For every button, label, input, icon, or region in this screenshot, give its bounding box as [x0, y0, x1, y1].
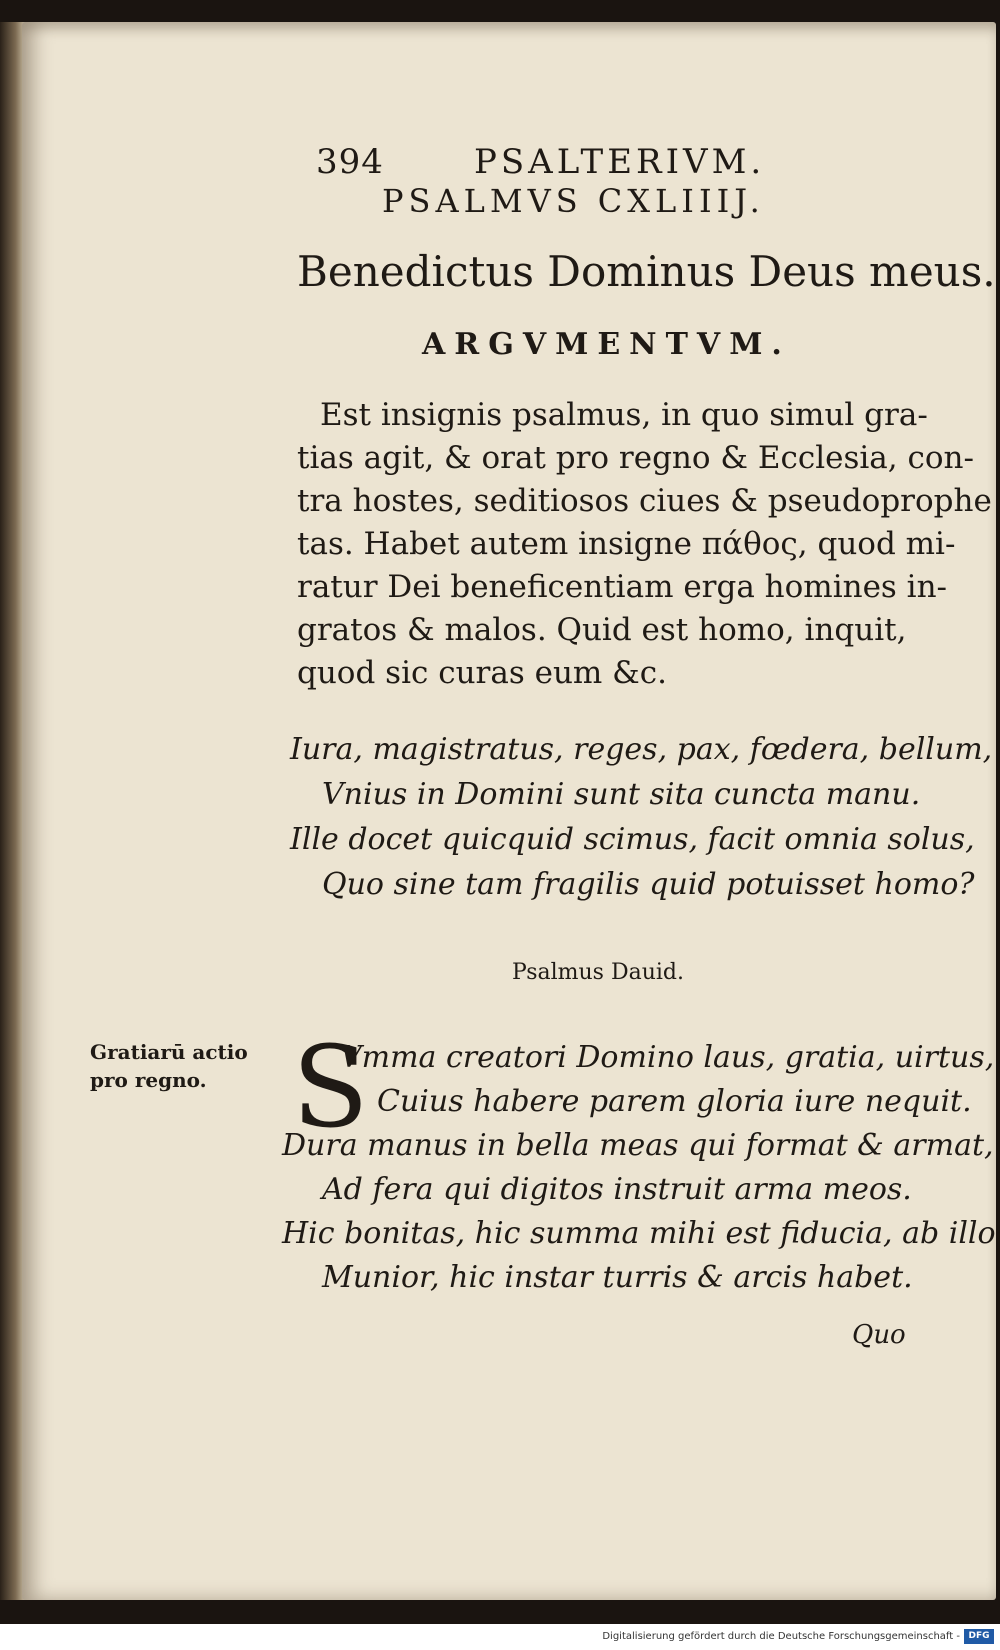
argumentum-line: Est insignis psalmus, in quo simul gra- — [320, 397, 928, 433]
psalm-number: PSALMVS CXLIIIJ. — [382, 182, 765, 220]
poem-line: Munior, hic instar turris & arcis habet. — [322, 1260, 913, 1295]
book-page — [22, 22, 996, 1600]
psalm-incipit: Benedictus Dominus Deus meus. — [297, 247, 996, 296]
dfg-logo: DFG — [964, 1629, 994, 1644]
poem-line: Vmma creatori Domino laus, gratia, uirtus, — [340, 1040, 995, 1075]
digitization-footer — [0, 1624, 1000, 1650]
argumentum-line: gratos & malos. Quid est homo, inquit, — [297, 612, 907, 648]
page-number: 394 — [316, 142, 384, 182]
poem-line: Dura manus in bella meas qui format & armat, — [282, 1128, 994, 1163]
argumentum-line: quod sic curas eum &c. — [297, 655, 667, 691]
funding-credit: Digitalisierung gefördert durch die Deutsche Forschungsgemeinschaft - — [602, 1631, 960, 1642]
poem-line: Ad fera qui digitos instruit arma meos. — [322, 1172, 912, 1207]
argumentum-line: tias agit, & orat pro regno & Ecclesia, con- — [297, 440, 974, 476]
marginal-note: Gratiarū actio — [90, 1040, 248, 1064]
argumentum-line: tas. Habet autem insigne πάθος, quod mi- — [297, 526, 956, 562]
argumentum-line: tra hostes, seditiosos ciues & pseudoprophe — [297, 483, 992, 519]
poem-line: Hic bonitas, hic summa mihi est fiducia, ab illo — [282, 1216, 996, 1251]
epigram-line: Ille docet quicquid scimus, facit omnia solus, — [290, 822, 975, 857]
poem-line: Cuius habere parem gloria iure nequit. — [377, 1084, 972, 1119]
psalm-subtitle: Psalmus Dauid. — [512, 960, 685, 985]
epigram-line: Quo sine tam fragilis quid potuisset homo? — [322, 867, 975, 902]
running-title: PSALTERIVM. — [474, 142, 766, 182]
drop-capital: S — [292, 1023, 369, 1153]
marginal-note: pro regno. — [90, 1068, 207, 1092]
epigram-line: Iura, magistratus, reges, pax, fœdera, bellum, — [290, 732, 993, 767]
epigram-line: Vnius in Domini sunt sita cuncta manu. — [322, 777, 921, 812]
catchword: Quo — [852, 1320, 906, 1350]
argumentum-heading: ARGVMENTVM. — [422, 327, 791, 362]
argumentum-line: ratur Dei beneficentiam erga homines in- — [297, 569, 948, 605]
